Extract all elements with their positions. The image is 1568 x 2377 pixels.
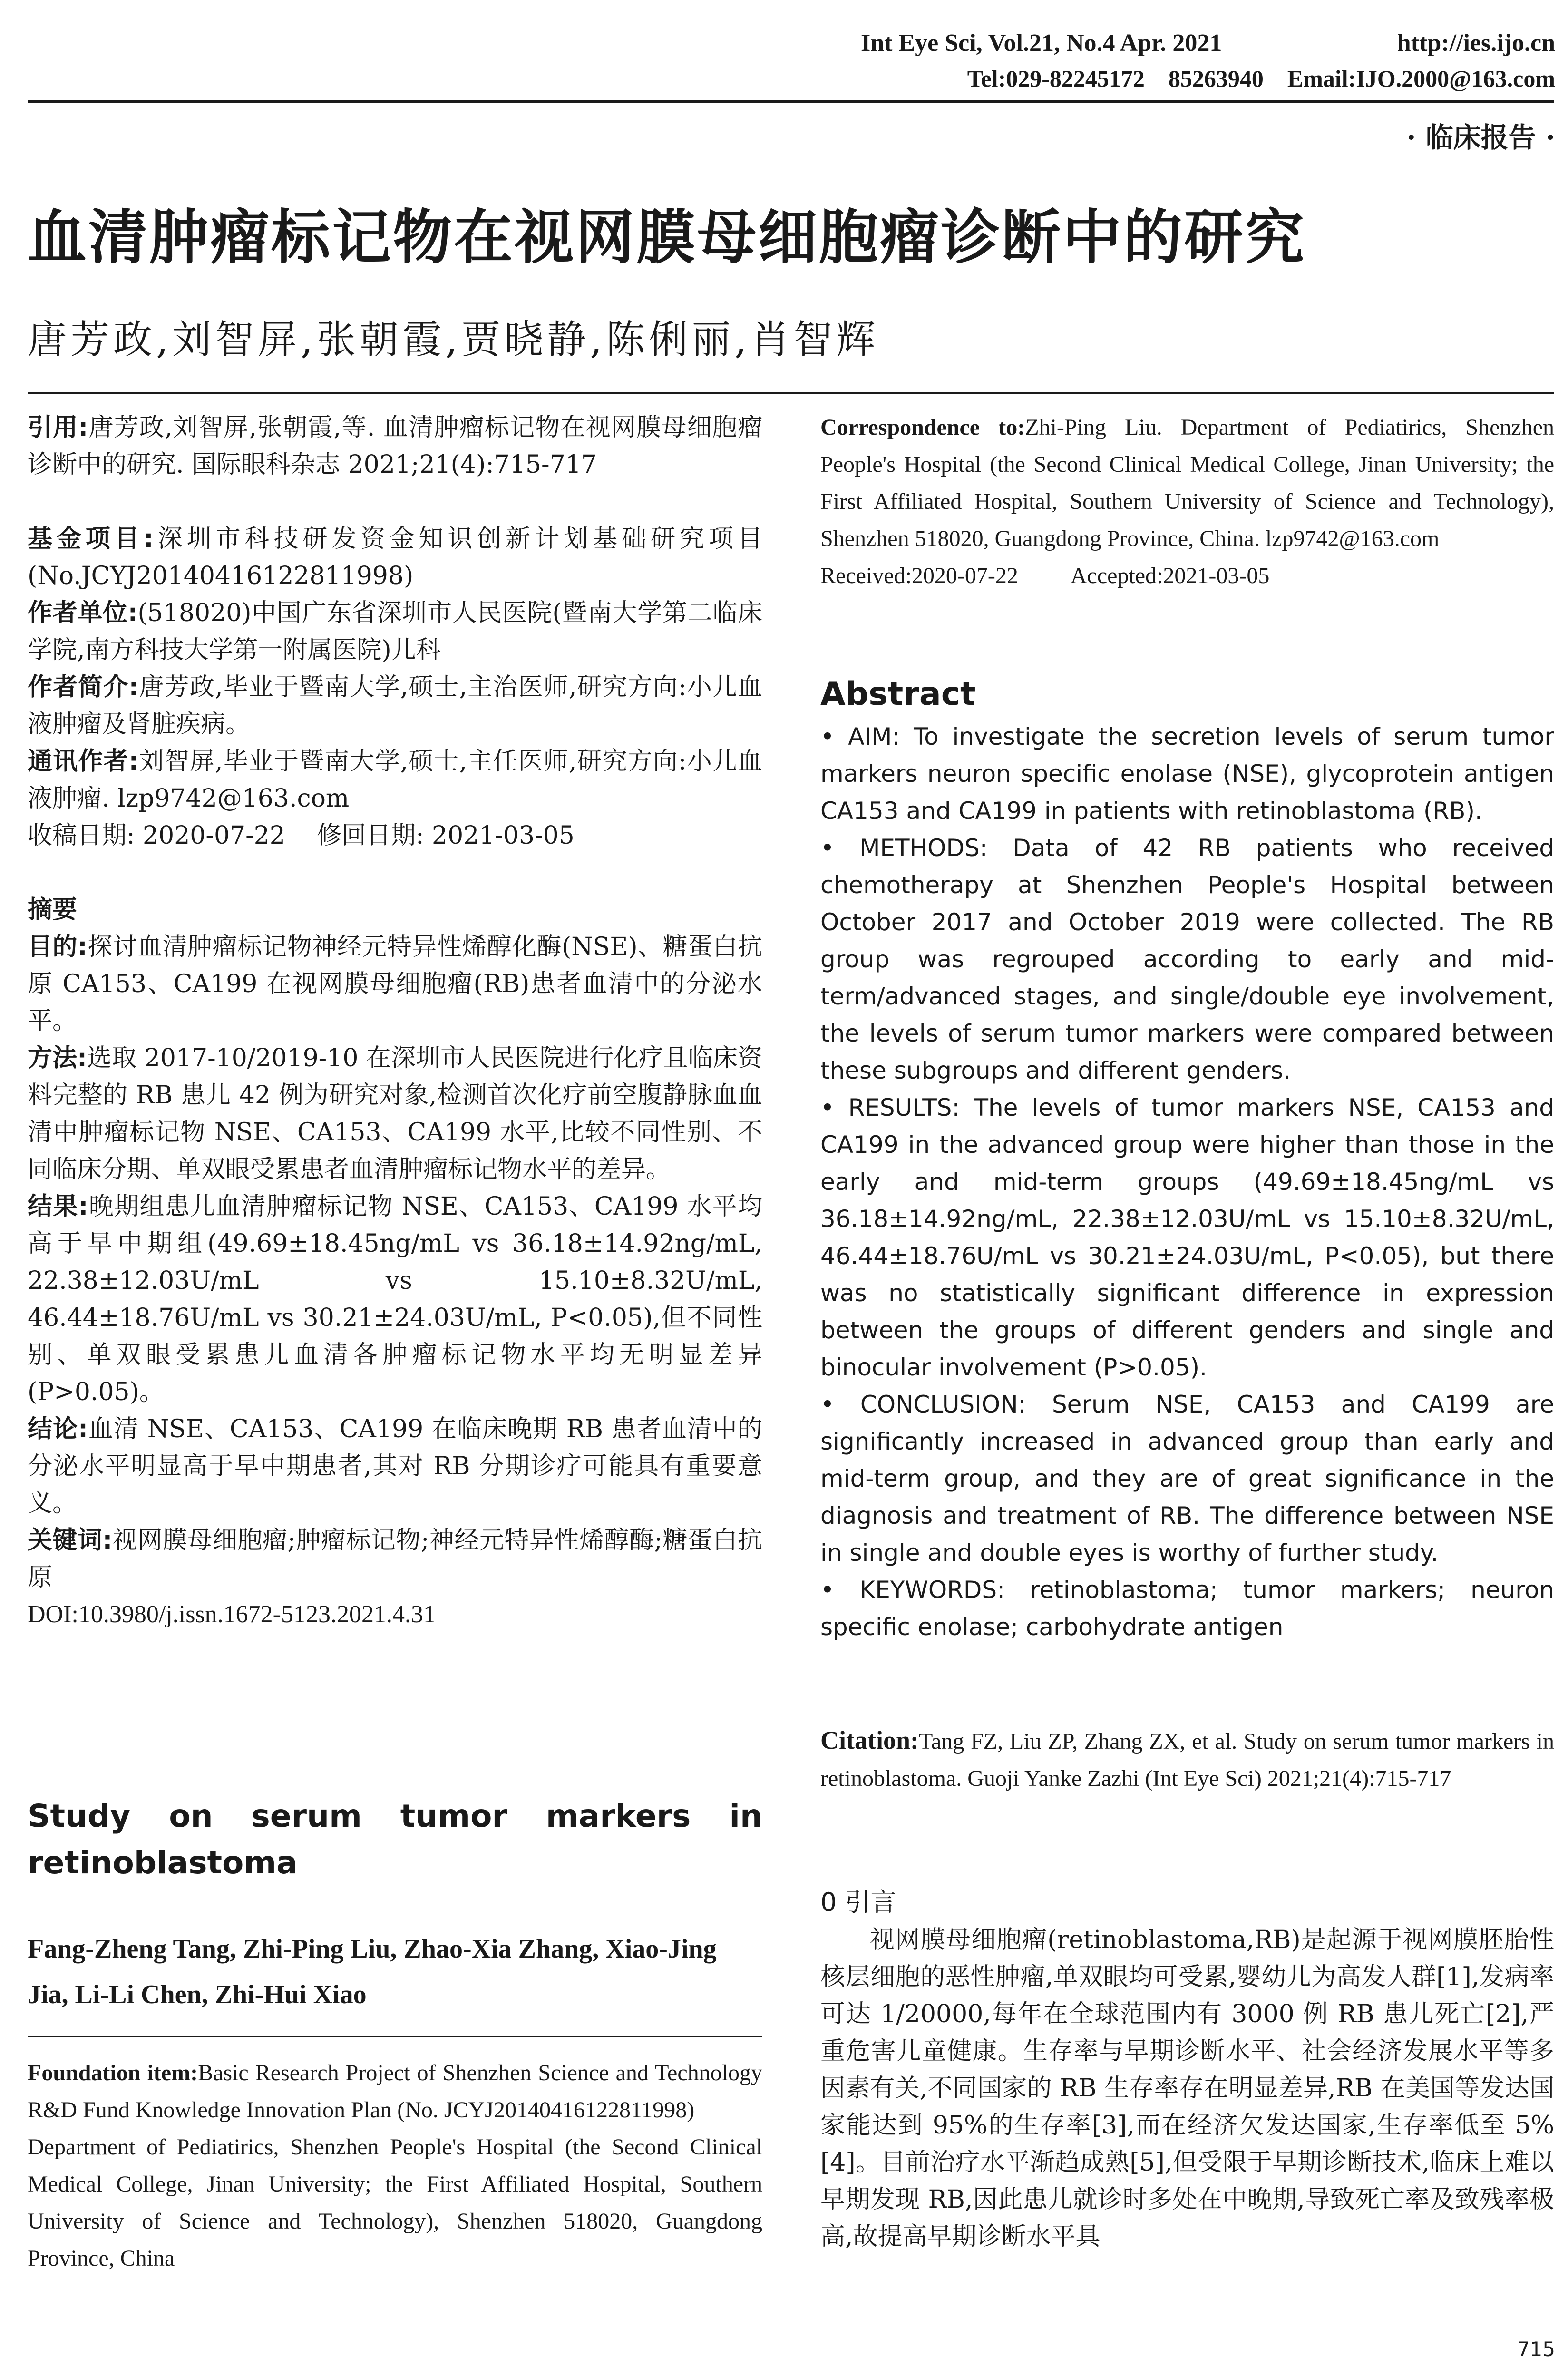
methods-en: • METHODS: Data of 42 RB patients who received chemotherapy at Shenzhen People's Hospital between October 2017 and October 2019 were collected. The RB group was regrouped according to early and mid-term/advanced stages, and single/double eye involvement, the levels of serum tumor markers were compared between these subgroups and different genders. [820,834,1554,1084]
english-title: Study on serum tumor markers in retinoblastoma [28,1798,762,1881]
abstract-en [820,718,1554,1646]
intro-paragraph: 视网膜母细胞瘤(retinoblastoma,RB)是起源于视网膜胚胎性核层细胞的恶性肿瘤,单双眼均可受累,婴幼儿为高发人群[1],发病率可达 1/20000,每年在全球范围内有 3000 例 RB 患儿死亡[2],严重危害儿童健康。生存率与早期诊断水平、社会经济发展水平等多因素有关,不同国家的 RB 生存率存在明显差异,RB 在美国等发达国家能达到 95%的生存率[3],而在经济欠发达国家,生存率低至 5%[4]。目前治疗水平渐趋成熟[5],但受限于早期诊断技术,临床上难以早期发现 RB,因此患儿就诊时多处在中晚期,导致死亡率及致残率极高,故提高早期诊断水平具 [820,1926,1554,2251]
aim-en: • AIM: To investigate the secretion levels of serum tumor markers neuron specific enolase (NSE), glycoprotein antigen CA153 and CA199 in patients with retinoblastoma (RB). [820,723,1554,825]
title-rule [28,392,1554,394]
results-en: • RESULTS: The levels of tumor markers NSE, CA153 and CA199 in the advanced group were higher than those in the early and mid-term groups (49.69±18.45ng/mL vs 36.18±14.92ng/mL, 22.38±12.03U/mL vs 15.10±8.32U/mL, 46.44±18.76U/mL vs 30.21±24.03U/mL, P<0.05), but there was no statistically significant difference in expression between the groups of different genders and single and binocular involvement (P>0.05). [820,1094,1554,1381]
abstract-heading-cn: 摘要 [28,896,78,924]
authors-cn: 唐芳政,刘智屏,张朝霞,贾晓静,陈俐丽,肖智辉 [28,317,879,362]
corresponding-cn: 通讯作者:刘智屏,毕业于暨南大学,硕士,主任医师,研究方向:小儿血液肿瘤. lzp9742@163.com [28,747,763,813]
received-accepted: Received:2020-07-22 Accepted:2021-03-05 [820,563,1270,588]
keywords-en: • KEYWORDS: retinoblastoma; tumor markers; neuron specific enolase; carbohydrate antigen [820,1576,1554,1641]
result-cn: 结果:晚期组患儿血清肿瘤标记物 NSE、CA153、CA199 水平均高于早中期组(49.69±18.45ng/mL vs 36.18±14.92ng/mL, 22.38±12.03U/mL vs 15.10±8.32U/mL, 46.44±18.76U/mL vs 30.21±24.03U/mL, P<0.05),但不同性别、单双眼受累患儿血清各肿瘤标记物水平均无明显差异(P>0.05)。 [28,1192,762,1406]
abstract-heading-en: Abstract [820,675,976,713]
citation-cn: 引用:唐芳政,刘智屏,张朝霞,等. 血清肿瘤标记物在视网膜母细胞瘤诊断中的研究. 国际眼科杂志 2021;21(4):715-717 [28,413,762,479]
english-foundation [28,2055,762,2277]
journal-header-line1 [861,28,1555,59]
conclusion-cn: 结论:血清 NSE、CA153、CA199 在临床晚期 RB 患者血清中的分泌水平明显高于早中期患者,其对 RB 分期诊疗可能具有重要意义。 [28,1415,762,1518]
aim-cn: 目的:探讨血清肿瘤标记物神经元特异性烯醇化酶(NSE)、糖蛋白抗原 CA153、CA199 在视网膜母细胞瘤(RB)患者血清中的分泌水平。 [28,933,762,1035]
english-authors-rule [28,2036,762,2037]
method-cn: 方法:选取 2017-10/2019-10 在深圳市人民医院进行化疗且临床资料完整的 RB 患儿 42 例为研究对象,检测首次化疗前空腹静脉血血清中肿瘤标记物 NSE、CA153、CA199 水平,比较不同性别、不同临床分期、单双眼受累患者血清肿瘤标记物水平的差异。 [28,1044,763,1184]
foundation-item: Foundation item:Basic Research Project of Shenzhen Science and Technology R&D Fund Knowledge Innovation Plan (No. JCYJ20140416122811998) [28,2060,763,2123]
left-column [28,409,762,1633]
journal-citation: Int Eye Sci, Vol.21, No.4 Apr. 2021 [861,29,1222,57]
doi: DOI:10.3980/j.issn.1672-5123.2021.4.31 [28,1601,436,1628]
intro-heading: 0 引言 [820,1887,896,1917]
section-label: · 临床报告 · [1406,121,1555,154]
page-number: 715 [1517,2338,1555,2361]
author-intro-cn: 作者简介:唐芳政,毕业于暨南大学,硕士,主治医师,研究方向:小儿血液肿瘤及肾脏疾病。 [28,673,763,739]
fund-cn: 基金项目:深圳市科技研发资金知识创新计划基础研究项目(No.JCYJ20140416122811998) [28,525,762,590]
correspondence-en: Correspondence to:Zhi-Ping Liu. Department of Pediatirics, Shenzhen People's Hospital (the Second Clinical Medical College, Jinan University; the First Affiliated Hospital, Southern University of Science and Technology), Shenzhen 518020, Guangdong Province, China. lzp9742@163.com [820,415,1555,551]
journal-url: http://ies.ijo.cn [1397,29,1555,57]
header-rule [28,100,1554,103]
page-title: 血清肿瘤标记物在视网膜母细胞瘤诊断中的研究 [28,204,1306,272]
keywords-cn: 关键词:视网膜母细胞瘤;肿瘤标记物;神经元特异性烯醇酶;糖蛋白抗原 [28,1526,762,1592]
journal-header-line2: Tel:029-82245172 85263940 Email:IJO.2000@163.com [967,65,1555,92]
citation-label: Citation: [820,1726,919,1754]
intro-body [820,1921,1554,2255]
right-correspondence [820,409,1554,594]
citation-text: Tang FZ, Liu ZP, Zhang ZX, et al. Study on serum tumor markers in retinoblastoma. Guoji Yanke Zazhi (Int Eye Sci) 2021;21(4):715-717 [820,1729,1554,1791]
citation-en [820,1722,1554,1797]
dates-cn: 收稿日期: 2020-07-22 修回日期: 2021-03-05 [28,821,575,850]
department-en: Department of Pediatirics, Shenzhen People's Hospital (the Second Clinical Medical College, Jinan University; the First Affiliated Hospital, Southern University of Science and Technology), Shenzhen 518020, Guangdong Province, China [28,2134,762,2271]
unit-cn: 作者单位:(518020)中国广东省深圳市人民医院(暨南大学第二临床学院,南方科技大学第一附属医院)儿科 [28,599,763,664]
conclusion-en: • CONCLUSION: Serum NSE, CA153 and CA199 are significantly increased in advanced group than early and mid-term group, and they are of great significance in the diagnosis and treatment of RB. The difference between NSE in single and double eyes is worthy of further study. [820,1391,1555,1567]
english-authors: Fang-Zheng Tang, Zhi-Ping Liu, Zhao-Xia Zhang, Xiao-Jing Jia, Li-Li Chen, Zhi-Hui Xiao [28,1934,717,2009]
